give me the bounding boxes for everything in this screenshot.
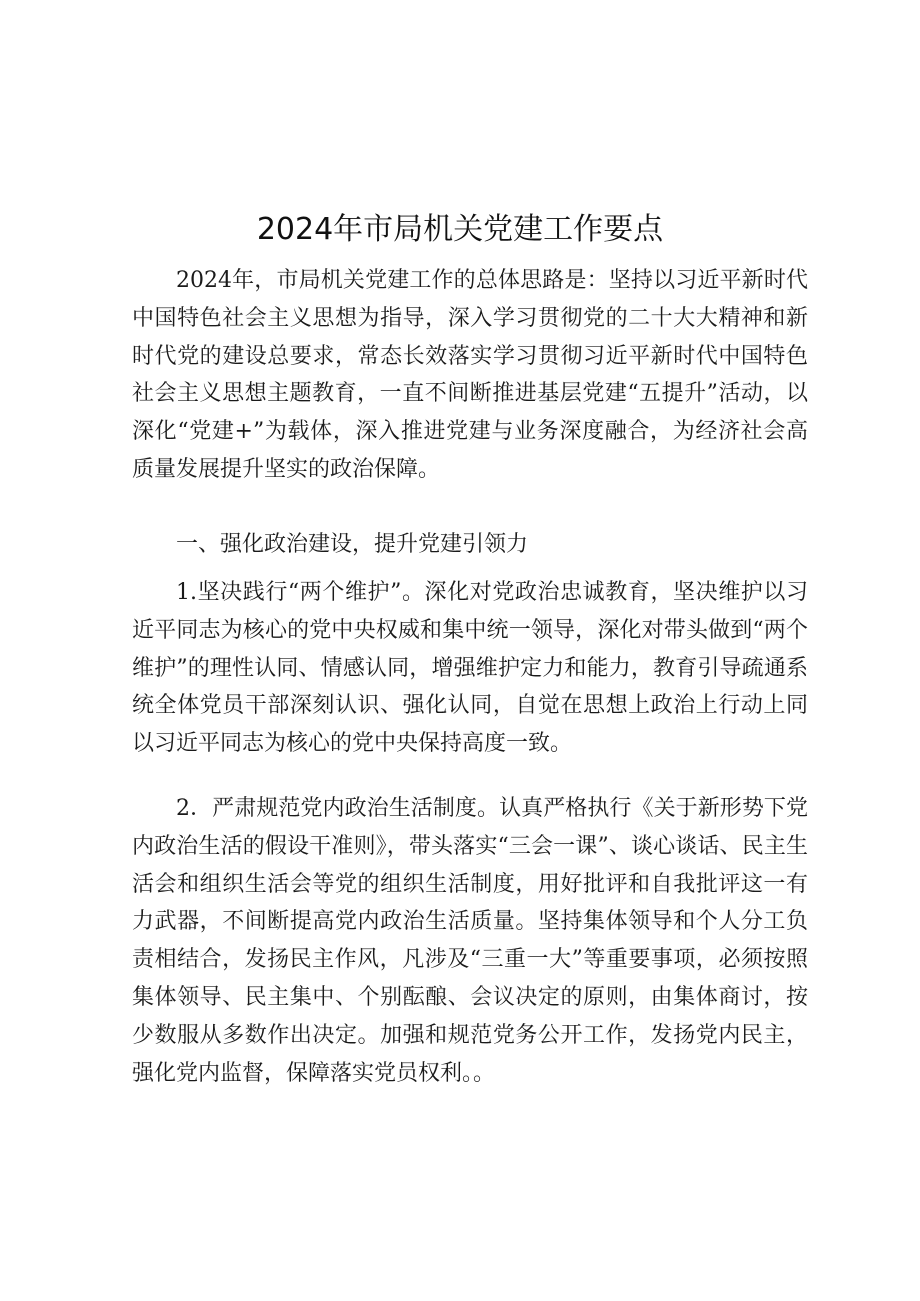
section-heading: 一、强化政治建设，提升党建引领力: [176, 532, 529, 557]
document-title: 2024年市局机关党建工作要点: [256, 212, 664, 247]
intro-paragraph: 2024年，市局机关党建工作的总体思路是：坚持以习近平新时代中国特色社会主义思想为指导，深入学习贯彻党的二十大大精神和新时代党的建设总要求，常态长效落实学习贯彻习近平新时代中国特色社会主义思想主题教育，一直不间断推进基层党建“五提升”活动，以深化“党建+”为载体，深入推进党建与业务深度融合，为经济社会高质量发展提升坚实的政治保障。: [132, 268, 808, 482]
item-paragraph-2: 2．严肃规范党内政治生活制度。认真严格执行《关于新形势下党内政治生活的假设干准则》，带头落实“三会一课”、谈心谈话、民主生活会和组织生活会等党的组织生活制度，用好批评和自我批评这一有力武器，不间断提高党内政治生活质量。坚持集体领导和个人分工负责相结合，发扬民主作风，凡涉及“三重一大”等重要事项，必须按照集体领导、民主集中、个别酝酿、会议决定的原则，由集体商讨，按少数服从多数作出决定。加强和规范党务公开工作，发扬党内民主，强化党内监督，保障落实党员权利。。: [132, 796, 808, 1086]
item-paragraph-1: 1.坚决践行“两个维护”。深化对党政治忠诚教育，坚决维护以习近平同志为核心的党中央权威和集中统一领导，深化对带头做到“两个维护”的理性认同、情感认同，增强维护定力和能力，教育引导疏通系统全体党员干部深刻认识、强化认同，自觉在思想上政治上行动上同以习近平同志为核心的党中央保持高度一致。: [132, 580, 808, 757]
